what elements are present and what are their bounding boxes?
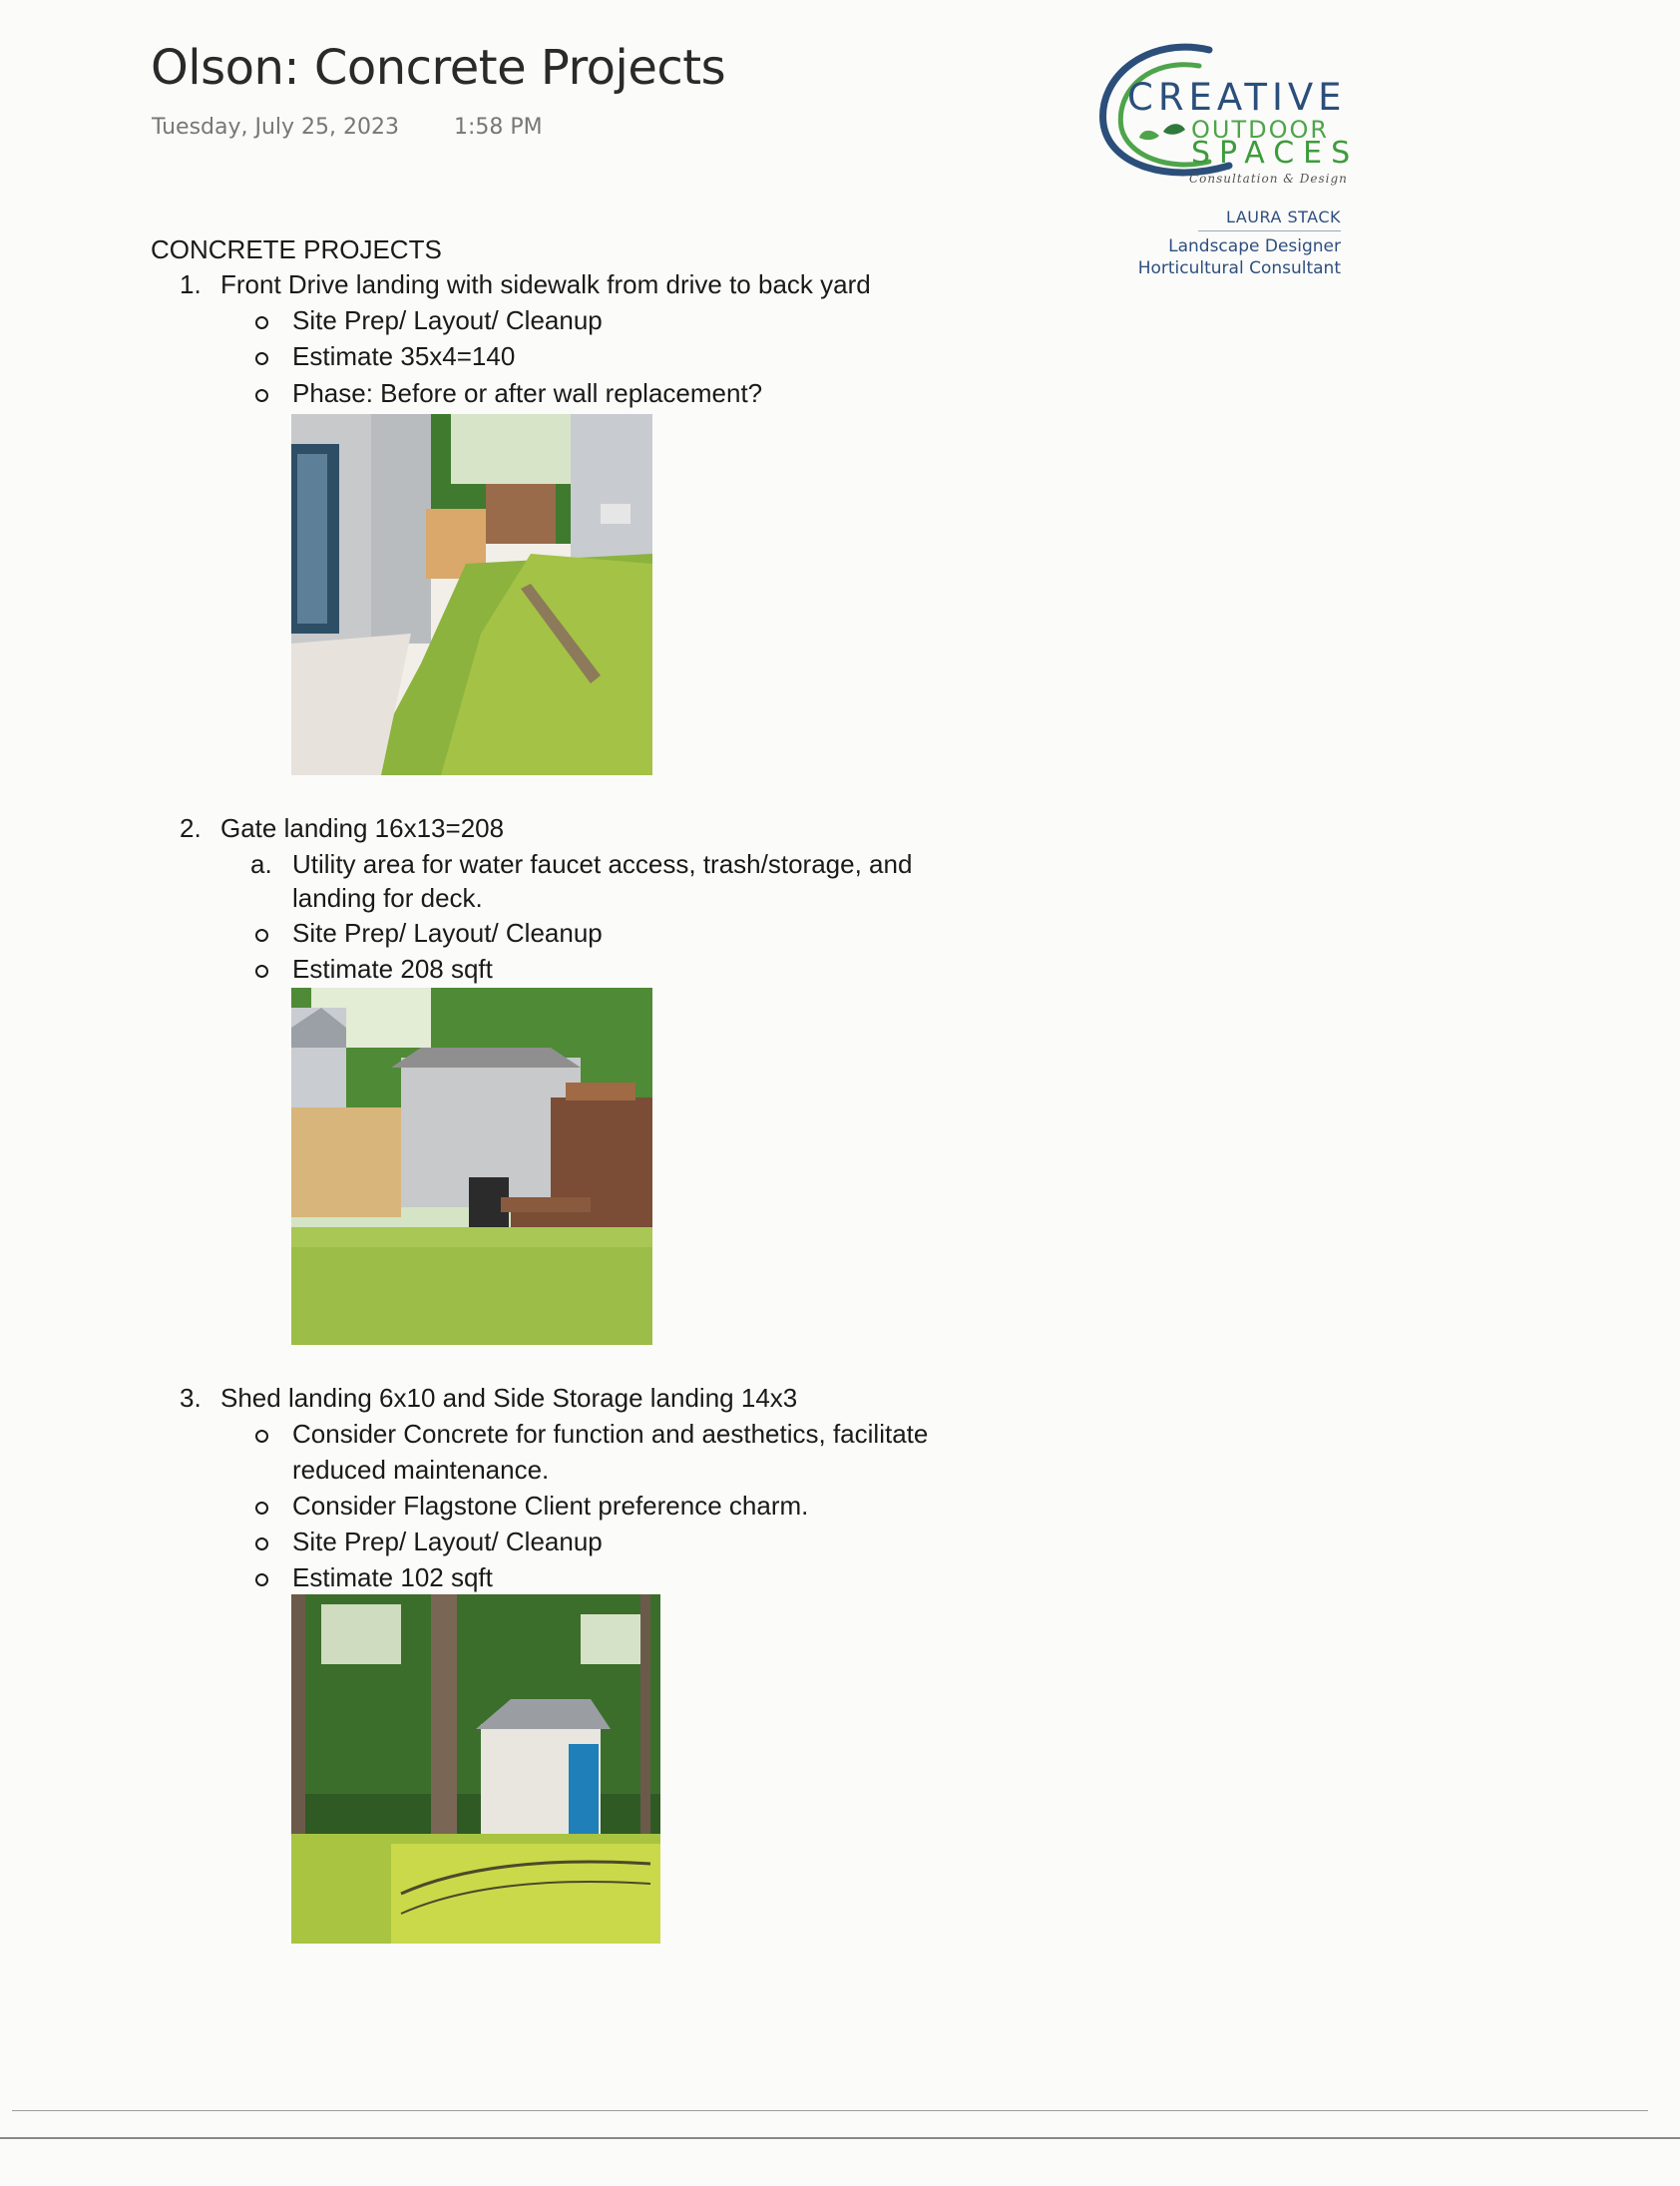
bullet-icon bbox=[255, 352, 268, 365]
page-meta bbox=[152, 115, 543, 140]
list-item: Estimate 102 sqft bbox=[292, 1562, 493, 1592]
bullet-icon bbox=[255, 965, 268, 978]
sub-item-marker: a. bbox=[250, 849, 272, 879]
bullet-icon bbox=[255, 929, 268, 942]
footer-divider bbox=[12, 2110, 1648, 2111]
list-item: Phase: Before or after wall replacement? bbox=[292, 378, 763, 408]
side-yard-photo bbox=[291, 414, 652, 775]
designer-role-secondary: Horticultural Consultant bbox=[1137, 258, 1341, 278]
project-number: 3. bbox=[180, 1383, 202, 1413]
bullet-icon bbox=[255, 1537, 268, 1550]
bullet-icon bbox=[255, 1573, 268, 1586]
bullet-icon bbox=[255, 389, 268, 402]
project-number: 2. bbox=[180, 813, 202, 843]
shed-photo bbox=[291, 1594, 660, 1944]
list-item: Estimate 208 sqft bbox=[292, 954, 493, 984]
page-date: Tuesday, July 25, 2023 bbox=[152, 115, 400, 140]
designer-contact bbox=[1138, 208, 1341, 279]
project-number: 1. bbox=[180, 269, 202, 299]
logo-line-spaces: SPACES bbox=[1191, 136, 1360, 171]
sub-item-line: Utility area for water faucet access, trash/storage, and bbox=[292, 849, 913, 879]
list-item: Consider Concrete for function and aesthetics, facilitate bbox=[292, 1419, 929, 1449]
list-item: Site Prep/ Layout/ Cleanup bbox=[292, 918, 603, 948]
logo-line-outdoor: OUTDOOR bbox=[1191, 116, 1330, 144]
project-title: Shed landing 6x10 and Side Storage landing 14x3 bbox=[220, 1383, 798, 1413]
bullet-icon bbox=[255, 1502, 268, 1515]
footer-divider bbox=[0, 2137, 1680, 2139]
page-time: 1:58 PM bbox=[454, 115, 543, 140]
page-title: Olson: Concrete Projects bbox=[151, 40, 726, 96]
logo-tagline: Consultation & Design bbox=[1189, 172, 1348, 186]
section-heading: CONCRETE PROJECTS bbox=[151, 234, 442, 264]
backyard-gate-photo bbox=[291, 988, 652, 1345]
bullet-icon bbox=[255, 316, 268, 329]
designer-role: Landscape Designer bbox=[1168, 236, 1341, 256]
list-item: Site Prep/ Layout/ Cleanup bbox=[292, 1527, 603, 1556]
list-item: Site Prep/ Layout/ Cleanup bbox=[292, 305, 603, 335]
project-title: Front Drive landing with sidewalk from drive to back yard bbox=[220, 269, 871, 299]
designer-name: LAURA STACK bbox=[1226, 208, 1341, 226]
sub-item-line: landing for deck. bbox=[292, 883, 483, 913]
project-title: Gate landing 16x13=208 bbox=[220, 813, 505, 843]
company-logo bbox=[1089, 36, 1360, 196]
bullet-icon bbox=[255, 1430, 268, 1443]
list-item: Estimate 35x4=140 bbox=[292, 341, 516, 371]
logo-line-creative: CREATIVE bbox=[1127, 76, 1347, 119]
contact-divider bbox=[1198, 230, 1341, 231]
list-item-continuation: reduced maintenance. bbox=[292, 1455, 550, 1485]
list-item: Consider Flagstone Client preference charm. bbox=[292, 1491, 809, 1521]
